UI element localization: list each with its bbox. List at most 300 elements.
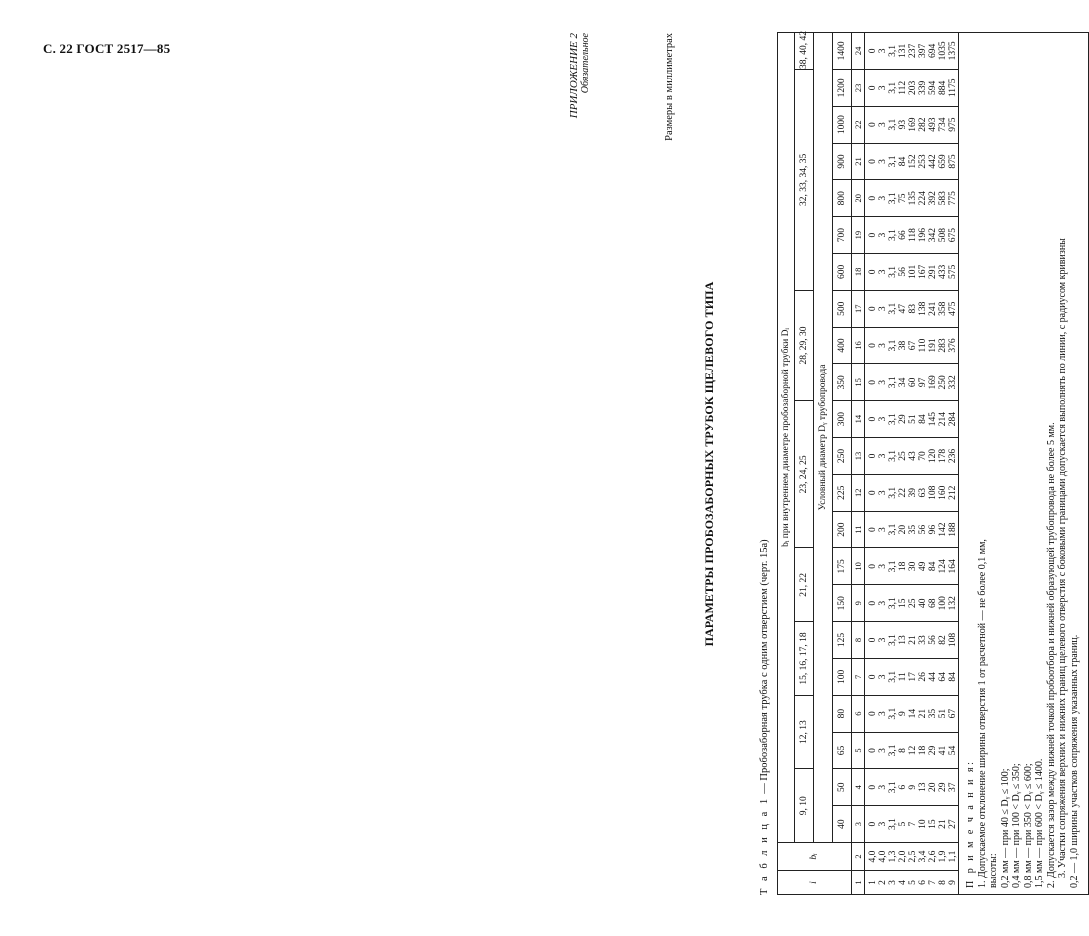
table-cell: 97 [918,364,928,401]
table-cell: 67 [948,695,959,732]
table-cell: 12 [908,732,918,769]
line-number: 14 [852,401,865,438]
table-cell: 3 [878,106,888,143]
table-cell: 0 [865,217,879,254]
table-cell: 9 [898,695,908,732]
table-cell: 358 [938,290,948,327]
table-cell: 250 [938,364,948,401]
table-cell: 0 [865,658,879,695]
table-cell: 884 [938,69,948,106]
note-line: 0,4 мм — при 100 < Dᵧ ≤ 350; [1011,763,1022,888]
table-cell: 9 [908,769,918,806]
table-cell: 34 [898,364,908,401]
table-row [928,32,938,894]
table-cell: 3,1 [888,217,898,254]
col-bi-header: bᵢ [778,843,852,871]
di-group: 21, 22 [795,548,814,622]
notes-title: П р и м е ч а н и я: [965,759,976,888]
table-cell: 0 [865,585,879,622]
table-cell: 178 [938,438,948,475]
dy-value: 250 [833,438,852,475]
table-cell: 38 [898,327,908,364]
di-group: 32, 33, 34, 35 [795,69,814,290]
table-cell: 56 [928,622,938,659]
table-cell: 112 [898,69,908,106]
note-line: высоты: [988,853,999,888]
table-cell: 583 [938,180,948,217]
table-cell: 14 [908,695,918,732]
dy-value: 600 [833,254,852,291]
header-row-dy [833,32,852,894]
di-group: 38, 40, 42 [795,32,814,69]
table-cell: 397 [918,32,928,69]
group-header: bᵢ при внутреннем диаметре пробозаборной трубки Dᵢ [778,32,795,842]
table-cell: 56 [918,511,928,548]
table-cell: 160 [938,474,948,511]
table-cell: 108 [928,474,938,511]
dy-value: 50 [833,769,852,806]
di-group: 23, 24, 25 [795,401,814,548]
table-cell: 3,1 [888,769,898,806]
header-row-group [778,32,795,894]
table-cell: 3 [878,585,888,622]
table-cell: 63 [918,474,928,511]
header-row-di [795,32,814,894]
table-cell: 3,1 [888,401,898,438]
table-cell: 191 [928,327,938,364]
table-cell: 110 [918,327,928,364]
line-number: 9 [852,585,865,622]
table-cell: 3 [878,32,888,69]
dy-value: 175 [833,548,852,585]
table-cell: 0 [865,106,879,143]
line-number: 10 [852,548,865,585]
table-cell: 3 [878,327,888,364]
line-number: 19 [852,217,865,254]
table-cell: 2,0 [898,843,908,871]
dy-value: 80 [833,695,852,732]
table-cell: 3 [878,438,888,475]
table-cell: 283 [938,327,948,364]
table-cell: 11 [898,658,908,695]
table-cell: 29 [928,732,938,769]
table-cell: 3,1 [888,290,898,327]
table-cell: 3,1 [888,695,898,732]
table-cell: 291 [928,254,938,291]
table-cell: 169 [908,106,918,143]
table-cell: 3,1 [888,548,898,585]
dy-value: 150 [833,585,852,622]
table-cell: 1,9 [938,843,948,871]
table-cell: 212 [948,474,959,511]
dy-value: 1000 [833,106,852,143]
dy-value: 400 [833,327,852,364]
table-cell: 3,1 [888,32,898,69]
table-cell: 3 [878,511,888,548]
table-cell: 15 [898,585,908,622]
table-cell: 7 [908,806,918,843]
table-cell: 21 [938,806,948,843]
table-cell: 66 [898,217,908,254]
dy-value: 225 [833,474,852,511]
table-cell: 3,1 [888,106,898,143]
table-cell: 3,1 [888,806,898,843]
table-cell: 145 [928,401,938,438]
table-cell: 39 [908,474,918,511]
document-title: ПАРАМЕТРЫ ПРОБОЗАБОРНЫХ ТРУБОК ЩЕЛЕВОГО ТИПА [702,281,716,647]
table-cell: 101 [908,254,918,291]
line-number: 15 [852,364,865,401]
table-cell: 138 [918,290,928,327]
dy-value: 40 [833,806,852,843]
table-cell: 21 [908,622,918,659]
table-cell: 18 [918,732,928,769]
table-cell: 241 [928,290,938,327]
table-cell: 8 [938,871,948,895]
di-group: 12, 13 [795,695,814,769]
table-row [888,32,898,894]
table-cell: 188 [948,511,959,548]
table-cell: 3,1 [888,438,898,475]
table-cell: 25 [908,585,918,622]
table-cell: 3,1 [888,327,898,364]
table-cell: 29 [898,401,908,438]
table-cell: 5 [908,871,918,895]
table-cell: 3 [878,401,888,438]
table-cell: 169 [928,364,938,401]
table-cell: 282 [918,106,928,143]
table-cell: 40 [918,585,928,622]
table-cell: 35 [928,695,938,732]
table-cell: 493 [928,106,938,143]
table-cell: 8 [898,732,908,769]
table-cell: 392 [928,180,938,217]
table-row [948,32,959,894]
table-cell: 4,0 [878,843,888,871]
table-caption-label: Т а б л и ц а 1 [759,796,770,895]
line-number: 17 [852,290,865,327]
line-number: 20 [852,180,865,217]
table-cell: 132 [948,585,959,622]
table-cell: 3,1 [888,585,898,622]
appendix-title: ПРИЛОЖЕНИЕ 2 [568,33,580,119]
appendix-label [568,33,592,203]
dy-value: 100 [833,658,852,695]
table-cell: 13 [898,622,908,659]
table-cell: 3 [878,474,888,511]
line-number: 18 [852,254,865,291]
table-cell: 3,1 [888,69,898,106]
table-cell: 975 [948,106,959,143]
notes-block [959,32,1089,894]
table-cell: 64 [938,658,948,695]
table-cell: 442 [928,143,938,180]
line-number: 6 [852,695,865,732]
table-cell: 3 [878,364,888,401]
table-cell: 3 [878,180,888,217]
table-cell: 84 [948,658,959,695]
table-cell: 0 [865,32,879,69]
line-number: 4 [852,769,865,806]
table-cell: 3,1 [888,180,898,217]
table-cell: 3 [878,548,888,585]
table-cell: 47 [898,290,908,327]
table-cell: 675 [948,217,959,254]
table-cell: 29 [938,769,948,806]
table-cell: 83 [908,290,918,327]
table-cell: 49 [918,548,928,585]
table-cell: 237 [908,32,918,69]
table-cell: 0 [865,732,879,769]
table-cell: 1035 [938,32,948,69]
line-number: 11 [852,511,865,548]
table-cell: 734 [938,106,948,143]
table-cell: 3 [878,695,888,732]
table-cell: 100 [938,585,948,622]
table-cell: 30 [908,548,918,585]
table-cell: 433 [938,254,948,291]
table-cell: 475 [948,290,959,327]
table-cell: 20 [928,769,938,806]
table-row [938,32,948,894]
table-row [918,32,928,894]
dy-value: 800 [833,180,852,217]
note-line: 0,2 мм — при 40 ≤ Dᵧ ≤ 100; [999,768,1011,888]
table-cell: 3,1 [888,658,898,695]
table-cell: 3,1 [888,254,898,291]
table-cell: 27 [948,806,959,843]
table-cell: 51 [908,401,918,438]
table-cell: 3 [878,69,888,106]
table-cell: 167 [918,254,928,291]
line-number: 23 [852,69,865,106]
table-cell: 152 [908,143,918,180]
table-cell: 17 [908,658,918,695]
table-cell: 56 [898,254,908,291]
table-cell: 0 [865,474,879,511]
table-cell: 2,6 [928,843,938,871]
table-cell: 3,1 [888,511,898,548]
table-cell: 120 [928,438,938,475]
line-number: 13 [852,438,865,475]
table-cell: 203 [908,69,918,106]
table-cell: 0 [865,695,879,732]
note-line: 2. Допускается зазор между нижней точкой пробоотбора и нижней образующей трубопровода не более 5 мм. [1045,422,1057,888]
parameters-table [777,32,1089,895]
line-number: 1 [852,871,865,895]
table-row [865,32,879,894]
appendix-subtitle: Обязательное [580,33,591,94]
note-line: 1. Допускаемое отклонение ширины отверстия 1 от расчетной — не более 0,1 мм, [976,539,988,888]
note-line: 1,5 мм — при 600 < Dᵧ ≤ 1400. [1034,758,1045,888]
table-cell: 22 [898,474,908,511]
table-cell: 3 [878,254,888,291]
table-row [898,32,908,894]
table-cell: 7 [928,871,938,895]
note-line: 0,8 мм — при 350 < Dᵧ ≤ 600; [1022,763,1034,888]
page-header: С. 22 ГОСТ 2517—85 [43,41,171,56]
table-cell: 4,0 [865,843,879,871]
table-cell: 118 [908,217,918,254]
note-line: 3. Участки сопряжения верхних и нижних границ щелевого отверстия с боковыми границами допускается выполнять по линии, с радиусом кривизны [1057,238,1068,878]
table-cell: 68 [928,585,938,622]
table-caption-text: — Пробозаборная трубка с одним отверстием (черт. 15а) [759,539,770,797]
table-cell: 1,1 [948,843,959,871]
col-i-header: i [778,871,852,895]
dy-value: 1400 [833,32,852,69]
table-cell: 15 [928,806,938,843]
table-cell: 3 [878,217,888,254]
table-cell: 124 [938,548,948,585]
note-line: 0,2 — 1,0 ширины участков сопряжения указанных границ. [1068,634,1080,888]
table-cell: 875 [948,143,959,180]
table-cell: 67 [908,327,918,364]
dy-value: 65 [833,732,852,769]
table-cell: 108 [948,622,959,659]
table-row [878,32,888,894]
table-cell: 0 [865,364,879,401]
table-cell: 508 [938,217,948,254]
table-cell: 2,5 [908,843,918,871]
table-cell: 13 [918,769,928,806]
table-cell: 93 [898,106,908,143]
table-cell: 0 [865,143,879,180]
table-cell: 0 [865,180,879,217]
table-cell: 376 [948,327,959,364]
table-cell: 0 [865,290,879,327]
table-cell: 4 [898,871,908,895]
table-cell: 26 [918,658,928,695]
table-cell: 0 [865,548,879,585]
line-number: 24 [852,32,865,69]
table-cell: 18 [898,548,908,585]
line-number-row [852,32,865,894]
table-cell: 142 [938,511,948,548]
table-cell: 332 [948,364,959,401]
line-number: 2 [852,843,865,871]
table-cell: 9 [948,871,959,895]
table-cell: 0 [865,254,879,291]
table-cell: 3 [888,871,898,895]
table-cell: 1 [865,871,879,895]
table-cell: 575 [948,254,959,291]
table-cell: 0 [865,806,879,843]
table-cell: 196 [918,217,928,254]
table-cell: 3,1 [888,622,898,659]
table-cell: 0 [865,769,879,806]
line-number: 8 [852,622,865,659]
line-number: 22 [852,106,865,143]
table-cell: 3 [878,732,888,769]
table-cell: 135 [908,180,918,217]
dy-value: 125 [833,622,852,659]
line-number: 5 [852,732,865,769]
table-cell: 0 [865,438,879,475]
table-cell: 54 [948,732,959,769]
table-cell: 84 [918,401,928,438]
table-cell: 3,1 [888,732,898,769]
table-cell: 25 [898,438,908,475]
line-number: 3 [852,806,865,843]
table-cell: 236 [948,438,959,475]
table-cell: 1175 [948,69,959,106]
table-cell: 70 [918,438,928,475]
table-cell: 253 [918,143,928,180]
table-cell: 3 [878,658,888,695]
table-cell: 10 [918,806,928,843]
table-cell: 0 [865,511,879,548]
table-row [908,32,918,894]
header-row-subgroup [814,32,833,894]
table-cell: 1375 [948,32,959,69]
table-cell: 0 [865,622,879,659]
table-cell: 35 [908,511,918,548]
table-caption [759,539,770,895]
table-cell: 3 [878,769,888,806]
table-cell: 594 [928,69,938,106]
table-cell: 342 [928,217,938,254]
di-group: 15, 16, 17, 18 [795,622,814,696]
table-cell: 60 [908,364,918,401]
table-cell: 3,1 [888,143,898,180]
subgroup-header: Условный диаметр Dᵧ трубопровода [814,32,833,842]
table-cell: 21 [918,695,928,732]
dy-value: 1200 [833,69,852,106]
table-cell: 51 [938,695,948,732]
table-cell: 2 [878,871,888,895]
table-cell: 20 [898,511,908,548]
table-cell: 284 [948,401,959,438]
table-cell: 3 [878,290,888,327]
line-number: 12 [852,474,865,511]
table-cell: 3,1 [888,364,898,401]
table-cell: 41 [938,732,948,769]
dy-value: 300 [833,401,852,438]
dy-value: 350 [833,364,852,401]
table-cell: 214 [938,401,948,438]
table-cell: 164 [948,548,959,585]
table-cell: 224 [918,180,928,217]
line-number: 16 [852,327,865,364]
table-cell: 0 [865,401,879,438]
dy-value: 200 [833,511,852,548]
table-cell: 1,3 [888,843,898,871]
dy-value: 900 [833,143,852,180]
table-cell: 131 [898,32,908,69]
table-cell: 84 [928,548,938,585]
table-cell: 43 [908,438,918,475]
table-cell: 75 [898,180,908,217]
table-cell: 339 [918,69,928,106]
table-cell: 5 [898,806,908,843]
table-cell: 694 [928,32,938,69]
table-cell: 0 [865,327,879,364]
table-cell: 96 [928,511,938,548]
line-number: 7 [852,658,865,695]
line-number: 21 [852,143,865,180]
dy-value: 700 [833,217,852,254]
table-cell: 0 [865,69,879,106]
dy-value: 500 [833,290,852,327]
table-cell: 82 [938,622,948,659]
table-cell: 44 [928,658,938,695]
di-group: 28, 29, 30 [795,290,814,400]
table-cell: 3 [878,622,888,659]
table-cell: 3,1 [888,474,898,511]
table-cell: 3 [878,806,888,843]
table-cell: 659 [938,143,948,180]
table-cell: 3 [878,143,888,180]
